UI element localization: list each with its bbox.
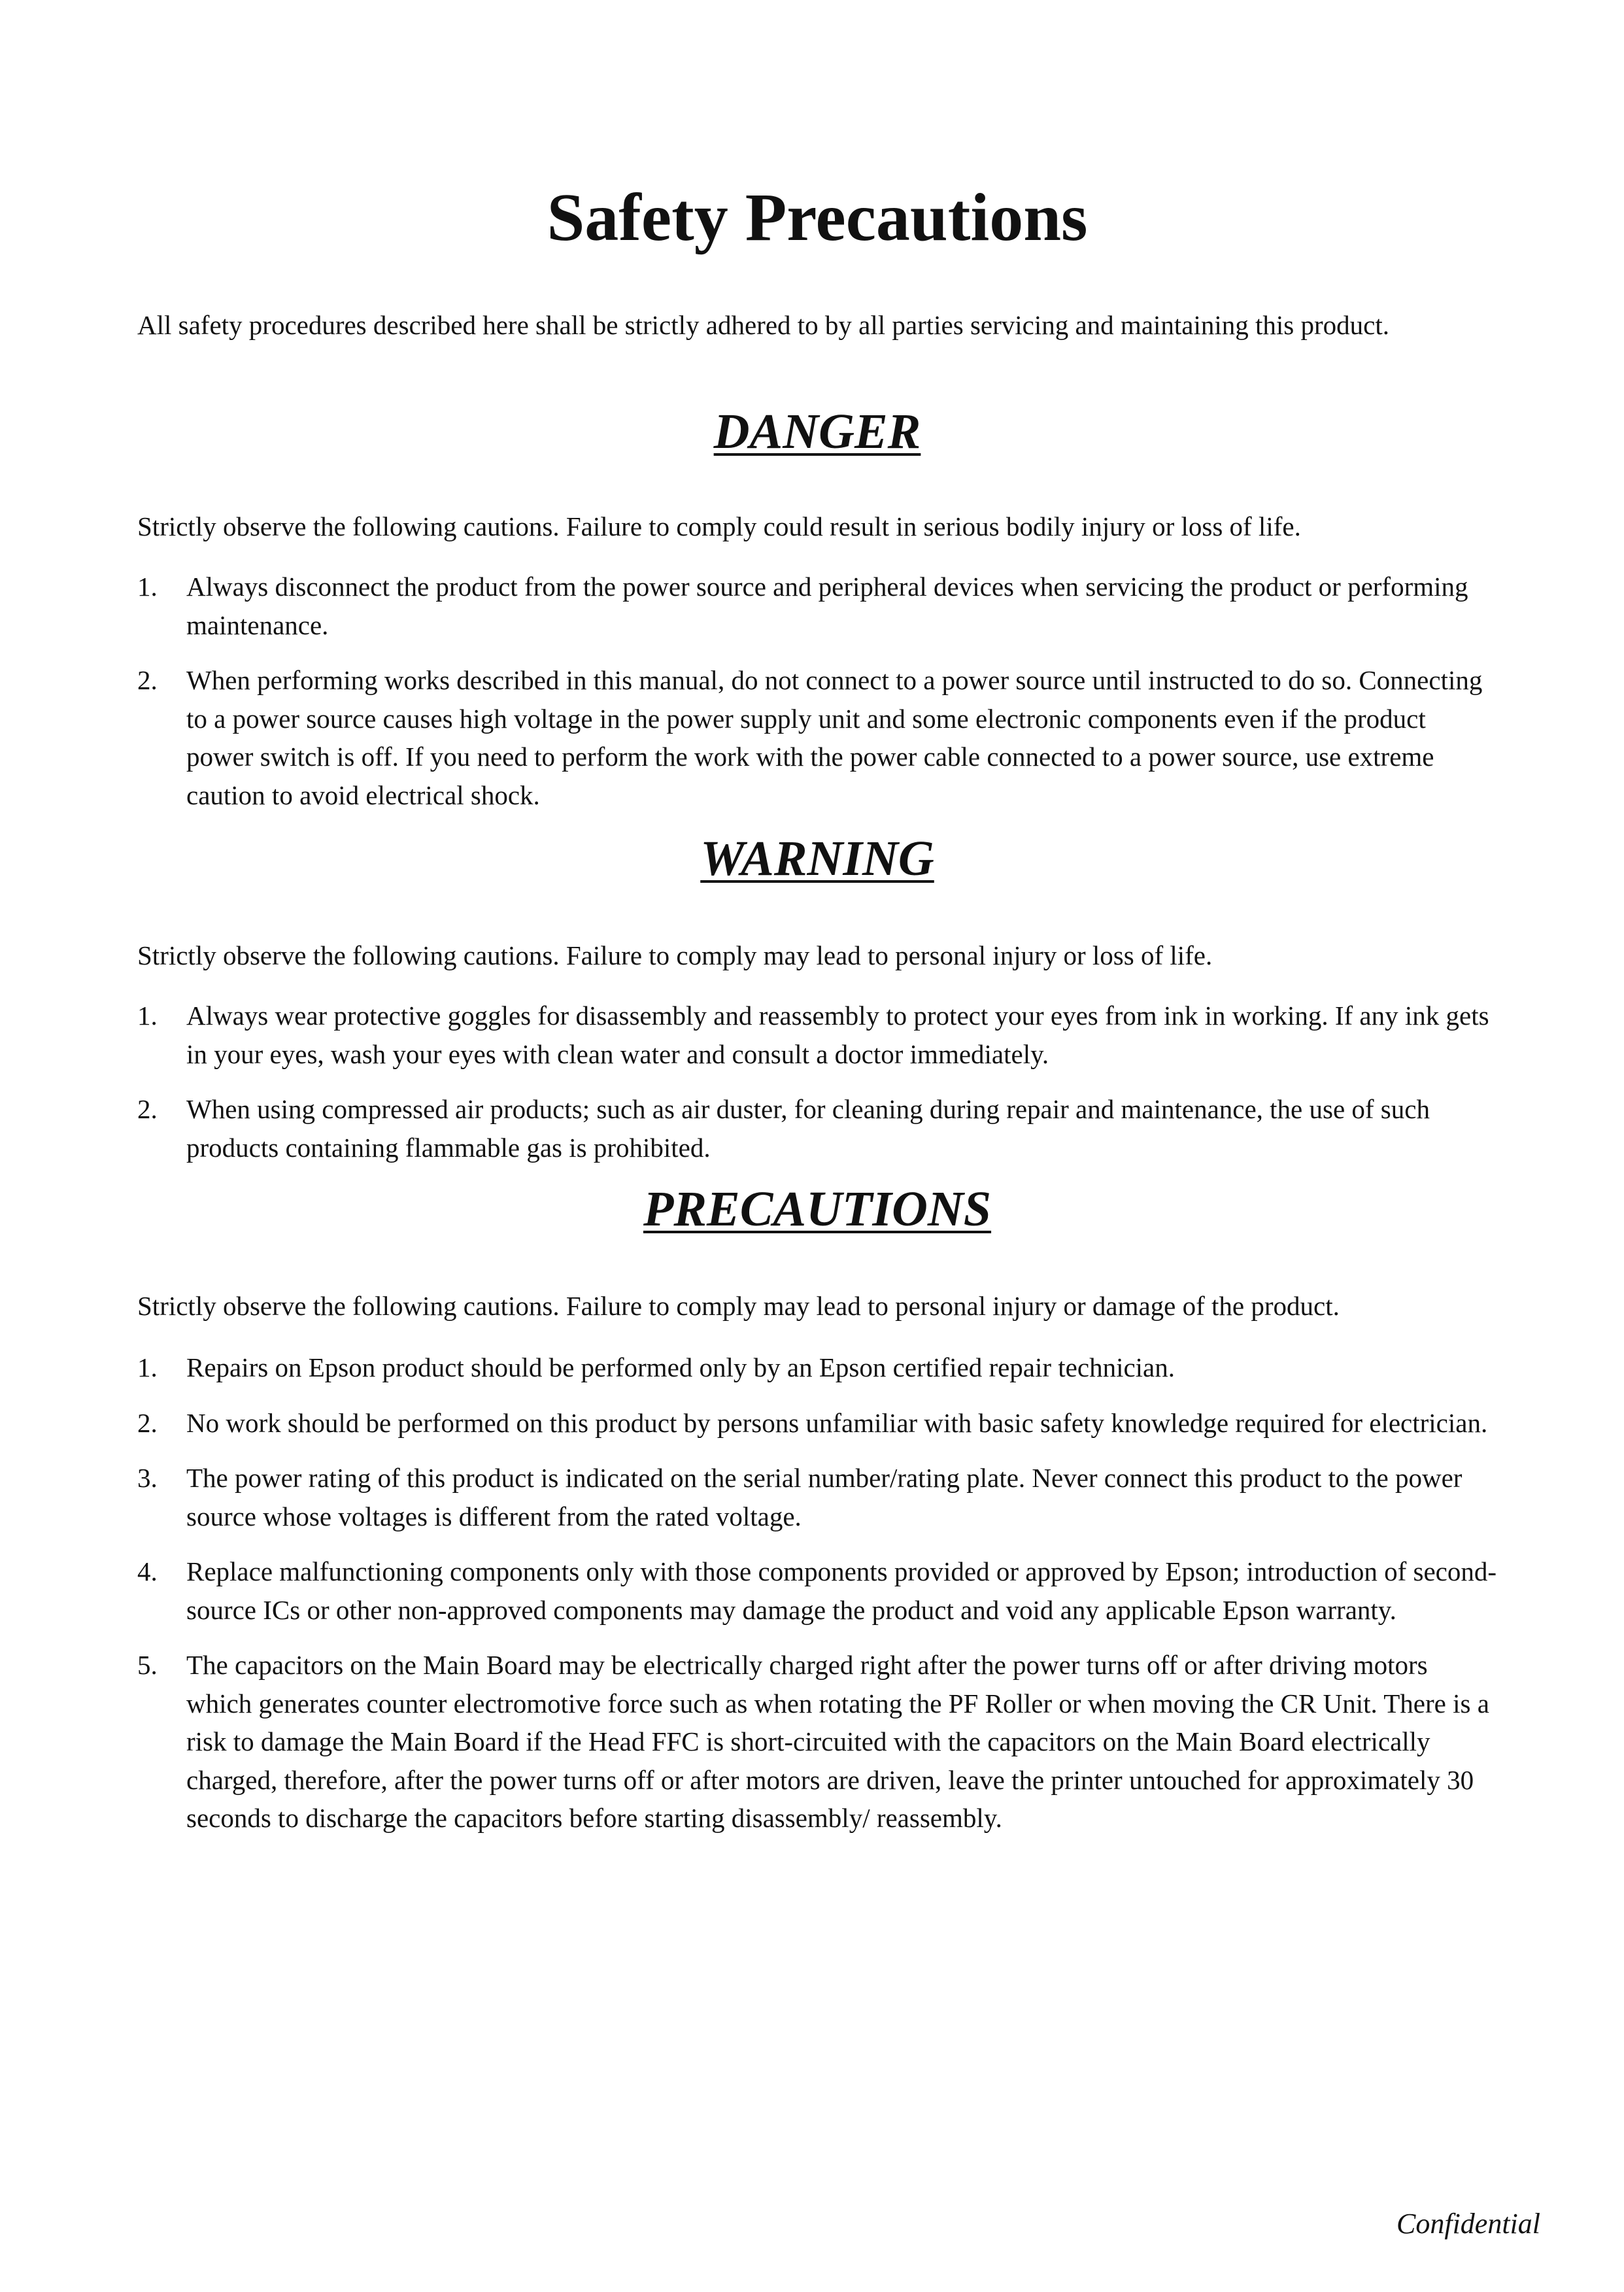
list-item [137,1090,1497,1167]
list-item-text: Always disconnect the product from the power source and peripheral devices when servicing the product or performing maintenance. [186,572,1468,640]
warning-lead: Strictly observe the following cautions. Failure to comply may lead to personal injury or loss of life. [137,940,1213,970]
list-item-text: The capacitors on the Main Board may be electrically charged right after the power turns off or after driving motors which generates counter electromotive force such as when rotating the PF Roller or when moving the CR Unit. There is a risk to damage the Main Board if the Head FFC is short-circuited with the capacitors on the Main Board electrically charged, therefore, after the power turns off or after motors are driven, leave the printer untouched for approximately 30 seconds to discharge the capacitors before starting disassembly/ reassembly. [186,1650,1489,1833]
list-item-text: When using compressed air products; such as air duster, for cleaning during repair and maintenance, the use of such products containing flammable gas is prohibited. [186,1094,1430,1163]
list-item [137,1552,1497,1629]
list-item-text: No work should be performed on this product by persons unfamiliar with basic safety knowledge required for electrician. [186,1407,1488,1438]
list-item-number: 3. [137,1463,158,1493]
list-item-number: 2. [137,1407,158,1438]
list-item-text: Replace malfunctioning components only with those components provided or approved by Epson; introduction of second-source ICs or other non-approved components may damage the product and void any applicable Epson warranty. [186,1556,1497,1625]
precautions-lead: Strictly observe the following cautions. Failure to comply may lead to personal injury or damage of the product. [137,1291,1340,1321]
list-item-number: 1. [137,572,158,602]
list-item-number: 4. [137,1556,158,1586]
list-item-number: 2. [137,665,158,695]
confidential-footer: Confidential [1396,2208,1540,2240]
list-item-text: Repairs on Epson product should be performed only by an Epson certified repair technician. [186,1352,1175,1382]
danger-heading: DANGER [713,404,921,459]
list-item-number: 2. [137,1094,158,1124]
warning-heading: WARNING [700,831,934,886]
warning-list [137,997,1497,1184]
list-item [137,1404,1497,1443]
list-item-number: 1. [137,1352,158,1382]
danger-list [137,568,1497,831]
list-item [137,1646,1497,1838]
list-item [137,661,1497,814]
precautions-heading: PRECAUTIONS [643,1182,992,1237]
precautions-list [137,1348,1497,1855]
list-item [137,568,1497,644]
list-item-number: 1. [137,1001,158,1031]
list-item [137,1459,1497,1535]
list-item [137,1348,1497,1387]
danger-lead: Strictly observe the following cautions. Failure to comply could result in serious bodily injury or loss of life. [137,511,1301,541]
list-item-text: Always wear protective goggles for disassembly and reassembly to protect your eyes from ink in working. If any ink gets in your eyes, wash your eyes with clean water and consult a doctor immediately. [186,1001,1489,1069]
list-item-text: When performing works described in this manual, do not connect to a power source until instructed to do so. Connecting to a power source causes high voltage in the power supply unit and some electronic components even if the product power switch is off. If you need to perform the work with the power cable connected to a power source, use extreme caution to avoid electrical shock. [186,665,1483,810]
list-item-text: The power rating of this product is indicated on the serial number/rating plate. Never connect this product to the power source whose voltages is different from the rated voltage. [186,1463,1463,1531]
page-title: Safety Precautions [547,180,1088,255]
intro-paragraph: All safety procedures described here shall be strictly adhered to by all parties servicing and maintaining this product. [137,310,1390,340]
list-item [137,997,1497,1073]
list-item-number: 5. [137,1650,158,1680]
